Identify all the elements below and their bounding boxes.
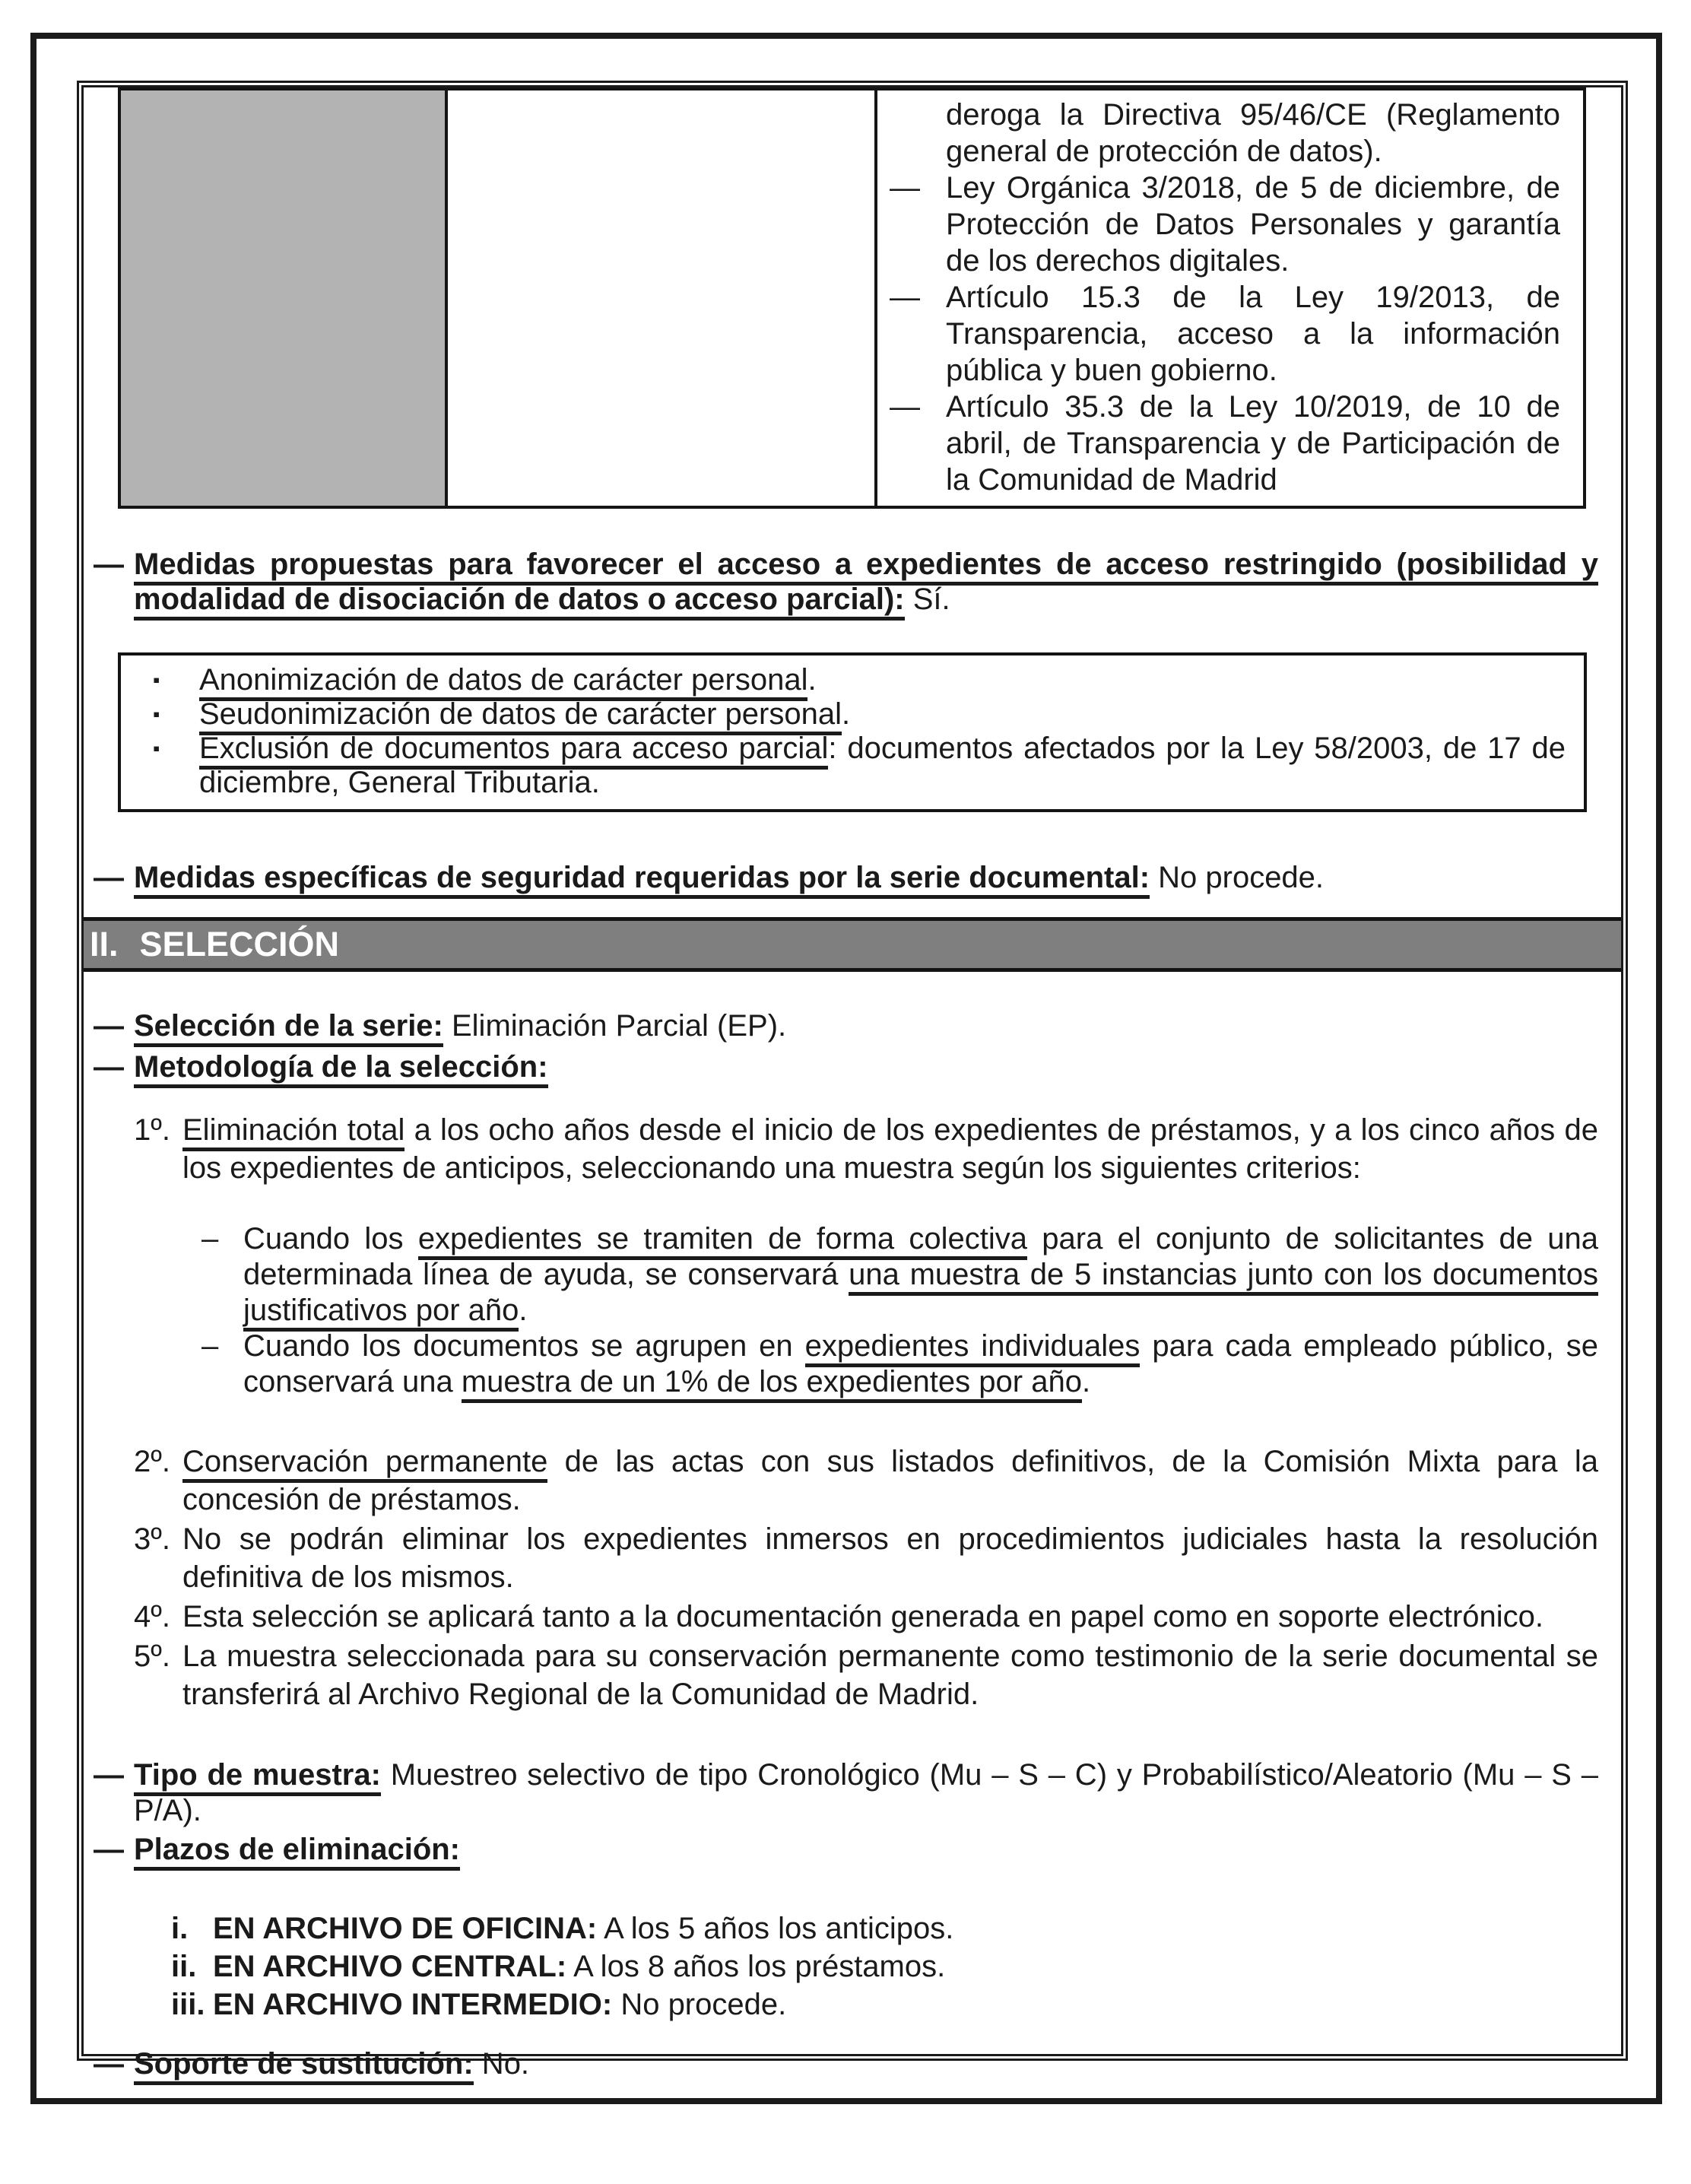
- section-numeral: II.: [90, 925, 119, 963]
- square-bullet-icon: ▪: [153, 668, 160, 691]
- ordinal-marker: 5º.: [134, 1640, 170, 1673]
- field-text: Medidas específicas de seguridad requeridas por la serie documental: No procede.: [134, 860, 1598, 895]
- field-text: Metodología de la selección:: [134, 1049, 1598, 1084]
- ordinal-text: La muestra seleccionada para su conservación permanente como testimonio de la serie documental se transferirá al Archivo Regional de la Comunidad de Madrid.: [182, 1640, 1598, 1711]
- field-medidas-especificas: [84, 860, 1621, 895]
- access-measures-box: [118, 652, 1587, 812]
- dash-bullet-icon: —: [94, 548, 124, 581]
- sub-item-text: Cuando los expedientes se tramiten de forma colectiva para el conjunto de solicitantes de una determinada línea de ayuda, se conservará una muestra de 5 instancias junto con los documentos justificativos por año.: [243, 1221, 1598, 1328]
- ordinal-list: [84, 1443, 1621, 1713]
- ordinal-text: Eliminación total a los ocho años desde el inicio de los expedientes de préstamos, y a los cinco años de los expedientes de anticipos, seleccionando una muestra según los siguientes criterios:: [182, 1113, 1599, 1185]
- field-metodologia: [84, 1049, 1621, 1084]
- dash-bullet-icon: –: [201, 1329, 219, 1363]
- content-frame: [77, 81, 1628, 2081]
- ordinal-text: Esta selección se aplicará tanto a la documentación generada en papel como en soporte electrónico.: [182, 1600, 1544, 1633]
- legal-ref-item: [890, 279, 1560, 389]
- field-plazos-eliminacion: [84, 1832, 1621, 1867]
- roman-item-text: EN ARCHIVO DE OFICINA: A los 5 años los anticipos.: [213, 1912, 954, 1945]
- table-cell-empty: [446, 89, 876, 507]
- dash-bullet-icon: —: [890, 281, 920, 314]
- sub-item-text: Cuando los documentos se agrupen en expedientes individuales para cada empleado público, se conservará una muestra de un 1% de los expedientes por año.: [243, 1328, 1598, 1400]
- legal-references-table: [118, 87, 1586, 509]
- ordinal-item-2: [84, 1443, 1621, 1519]
- ordinal-text: Conservación permanente de las actas con sus listados definitivos, de la Comisión Mixta para la concesión de préstamos.: [182, 1445, 1598, 1516]
- page-border-frame: [30, 33, 1662, 2104]
- list-item-text: Exclusión de documentos para acceso parcial: documentos afectados por la Ley 58/2003, de 17 de diciembre, General Tributaria.: [199, 732, 1566, 799]
- list-item-text: Seudonimización de datos de carácter personal.: [199, 697, 1566, 732]
- sub-item: [84, 1328, 1621, 1400]
- dash-bullet-icon: —: [890, 171, 920, 205]
- dash-bullet-icon: –: [201, 1222, 219, 1255]
- square-bullet-icon: ▪: [153, 737, 160, 760]
- field-text: Soporte de sustitución: No.: [134, 2046, 1598, 2081]
- ordinal-text: No se podrán eliminar los expedientes inmersos en procedimientos judiciales hasta la resolución definitiva de los mismos.: [182, 1522, 1598, 1594]
- legal-ref-continuation: deroga la Directiva 95/46/CE (Reglamento general de protección de datos).: [946, 98, 1560, 168]
- ordinal-marker: 1º.: [134, 1113, 170, 1147]
- field-tipo-muestra: [84, 1757, 1621, 1829]
- roman-item-i: [84, 1909, 1621, 1948]
- dash-bullet-icon: —: [94, 1758, 124, 1792]
- list-item-text: Anonimización de datos de carácter personal.: [199, 663, 1566, 697]
- archive-terms-list: [84, 1909, 1621, 2024]
- dash-bullet-icon: —: [94, 2047, 124, 2081]
- field-text: Selección de la serie: Eliminación Parcial (EP).: [134, 1008, 1598, 1043]
- ordinal-item-4: [84, 1598, 1621, 1636]
- ordinal-marker: 4º.: [134, 1600, 170, 1633]
- list-item: [121, 697, 1566, 732]
- table-cell-gray: [119, 89, 446, 507]
- field-text: Medidas propuestas para favorecer el acceso a expedientes de acceso restringido (posibilidad y modalidad de disociación de datos o acceso parcial): Sí.: [134, 547, 1598, 617]
- legal-ref-text: Artículo 15.3 de la Ley 19/2013, de Transparencia, acceso a la información pública y buen gobierno.: [946, 281, 1560, 387]
- roman-item-ii: [84, 1948, 1621, 1986]
- field-text: Tipo de muestra: Muestreo selectivo de tipo Cronológico (Mu – S – C) y Probabilístico/Aleatorio (Mu – S – P/A).: [134, 1758, 1598, 1827]
- dash-bullet-icon: —: [94, 861, 124, 894]
- dash-bullet-icon: —: [890, 390, 920, 424]
- roman-marker: i.: [171, 1912, 189, 1945]
- table-row: [119, 89, 1585, 507]
- ordinal-marker: 2º.: [134, 1445, 170, 1478]
- field-seleccion-serie: [84, 1008, 1621, 1043]
- table-cell-legal-references: [876, 89, 1585, 507]
- criteria-sublist: [84, 1221, 1621, 1400]
- square-bullet-icon: ▪: [153, 703, 160, 725]
- field-text: Plazos de eliminación:: [134, 1832, 1598, 1867]
- ordinal-item-5: [84, 1637, 1621, 1713]
- dash-bullet-icon: —: [94, 1009, 124, 1043]
- ordinal-item-3: [84, 1520, 1621, 1596]
- ordinal-item-1: [84, 1111, 1621, 1187]
- dash-bullet-icon: —: [94, 1833, 124, 1866]
- legal-ref-item: [890, 170, 1560, 279]
- legal-ref-item: [890, 389, 1560, 498]
- roman-marker: iii.: [171, 1988, 205, 2021]
- dash-bullet-icon: —: [94, 1050, 124, 1084]
- roman-item-text: EN ARCHIVO CENTRAL: A los 8 años los préstamos.: [213, 1950, 946, 1983]
- section-title: SELECCIÓN: [139, 925, 340, 963]
- roman-item-iii: [84, 1986, 1621, 2024]
- field-soporte-sustitucion: [84, 2046, 1621, 2081]
- roman-marker: ii.: [171, 1950, 197, 1983]
- field-medidas-propuestas: [84, 547, 1621, 617]
- roman-item-text: EN ARCHIVO INTERMEDIO: No procede.: [213, 1988, 787, 2021]
- legal-ref-text: Ley Orgánica 3/2018, de 5 de diciembre, de Protección de Datos Personales y garantía de los derechos digitales.: [946, 171, 1560, 278]
- list-item: [121, 732, 1566, 800]
- sub-item: [84, 1221, 1621, 1328]
- legal-ref-text: Artículo 35.3 de la Ley 10/2019, de 10 de abril, de Transparencia y de Participación de la Comunidad de Madrid: [946, 390, 1560, 497]
- ordinal-marker: 3º.: [134, 1522, 170, 1556]
- list-item: [121, 663, 1566, 697]
- section-header-seleccion: [84, 917, 1621, 972]
